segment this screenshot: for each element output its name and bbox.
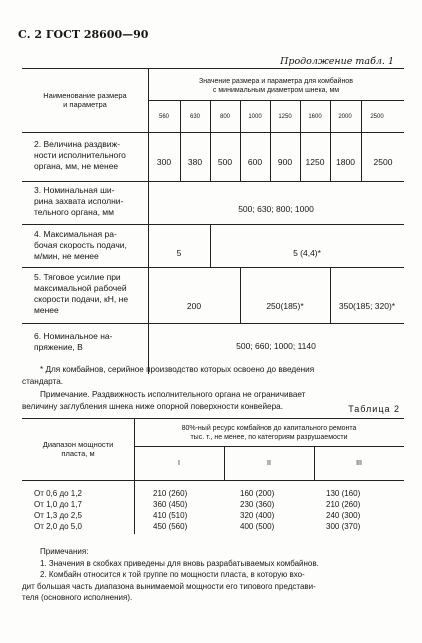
row-label: 6. Номинальное на- пряжение, В (34, 331, 113, 352)
table-cell: 350(185; 320)* (338, 301, 396, 311)
range-column: От 0,6 до 1,2 От 1,0 до 1,7 От 1,3 до 2,5 От 2,0 до 5,0 (34, 489, 82, 531)
row-label: 2. Величина раздвиж- ности исполнительного органа, мм, не менее (34, 139, 126, 171)
table-cell: 5 (176, 248, 182, 258)
table-cell: 380 (187, 157, 203, 167)
param-header: Наименование размера и параметра (43, 91, 127, 109)
value-column: 160 (200) 230 (360) 320 (400) 400 (500) (240, 489, 275, 531)
table-cell: 2500 (373, 157, 393, 167)
table-continuation-label: Продолжение табл. 1 (280, 56, 394, 67)
row-label: 3. Номинальная ши- рина захвата исполни- тельного органа, мм (34, 185, 124, 217)
table-cell: 1250 (305, 157, 325, 167)
table-2-notes: Примечания: 1. Значения в скобках приведены для вновь разрабатываемых комбайнов. 2. Комбайн относится к той группе по мощности пласта, в которую вхо- дит большая часть диапазона вынимаемой мощности его типового представи- теля (основного исполнения). (22, 547, 319, 602)
category-header: II (267, 460, 271, 467)
diameter-header: 1000 (248, 114, 262, 120)
table-cell: 900 (277, 157, 293, 167)
category-header: I (178, 460, 180, 467)
table-cell: 500 (217, 157, 233, 167)
param-header: Диапазон мощности пласта, м (42, 440, 114, 458)
table-cell: 500; 660; 1000; 1140 (236, 341, 316, 351)
diameter-header: 560 (158, 114, 169, 120)
row-label: 5. Тяговое усилие при максимальной рабочей скорости подачи, кН, не менее (34, 272, 129, 315)
diameter-header: 800 (219, 114, 230, 120)
table-2 (22, 418, 404, 534)
table-cell: 200 (186, 301, 202, 311)
diameter-header: 1600 (308, 114, 322, 120)
group-header: 80%-ный ресурс комбайнов до капитального ремонта тыс. т., не менее, по категориям разрушаемости (181, 425, 357, 441)
table-cell: 300 (156, 157, 172, 167)
table-cell: 600 (247, 157, 263, 167)
table-cell: 500; 630; 800; 1000 (238, 204, 314, 214)
group-header: Значение размера и параметра для комбайнов с минимальным диаметром шнека, мм (199, 78, 353, 94)
table-cell: 1800 (336, 157, 355, 167)
diameter-header: 2000 (338, 114, 352, 120)
diameter-header: 1250 (278, 114, 292, 120)
diameter-header: 2500 (370, 114, 384, 120)
table-cell: 250(185)* (266, 301, 304, 311)
diameter-header: 630 (189, 114, 200, 120)
table-1 (22, 68, 404, 374)
table-cell: 5 (4,4)* (293, 248, 321, 258)
value-column: 210 (260) 360 (450) 410 (510) 450 (560) (153, 489, 188, 531)
footnote: * Для комбайнов, серийное производство которых освоено до введения стандарта. (22, 365, 315, 386)
page-header: С. 2 ГОСТ 28600—90 (18, 28, 149, 41)
category-header: III (356, 460, 362, 467)
table-2-title: Таблица 2 (348, 404, 400, 414)
table-note: Примечание. Раздвижность исполнительного органа не ограничивает величину заглубления шнека ниже опорной поверхности конвейера. (22, 390, 306, 411)
row-label: 4. Максимальная ра- бочая скорость подачи, м/мин, не менее (34, 229, 127, 261)
value-column: 130 (160) 210 (260) 240 (300) 300 (370) (326, 489, 361, 531)
